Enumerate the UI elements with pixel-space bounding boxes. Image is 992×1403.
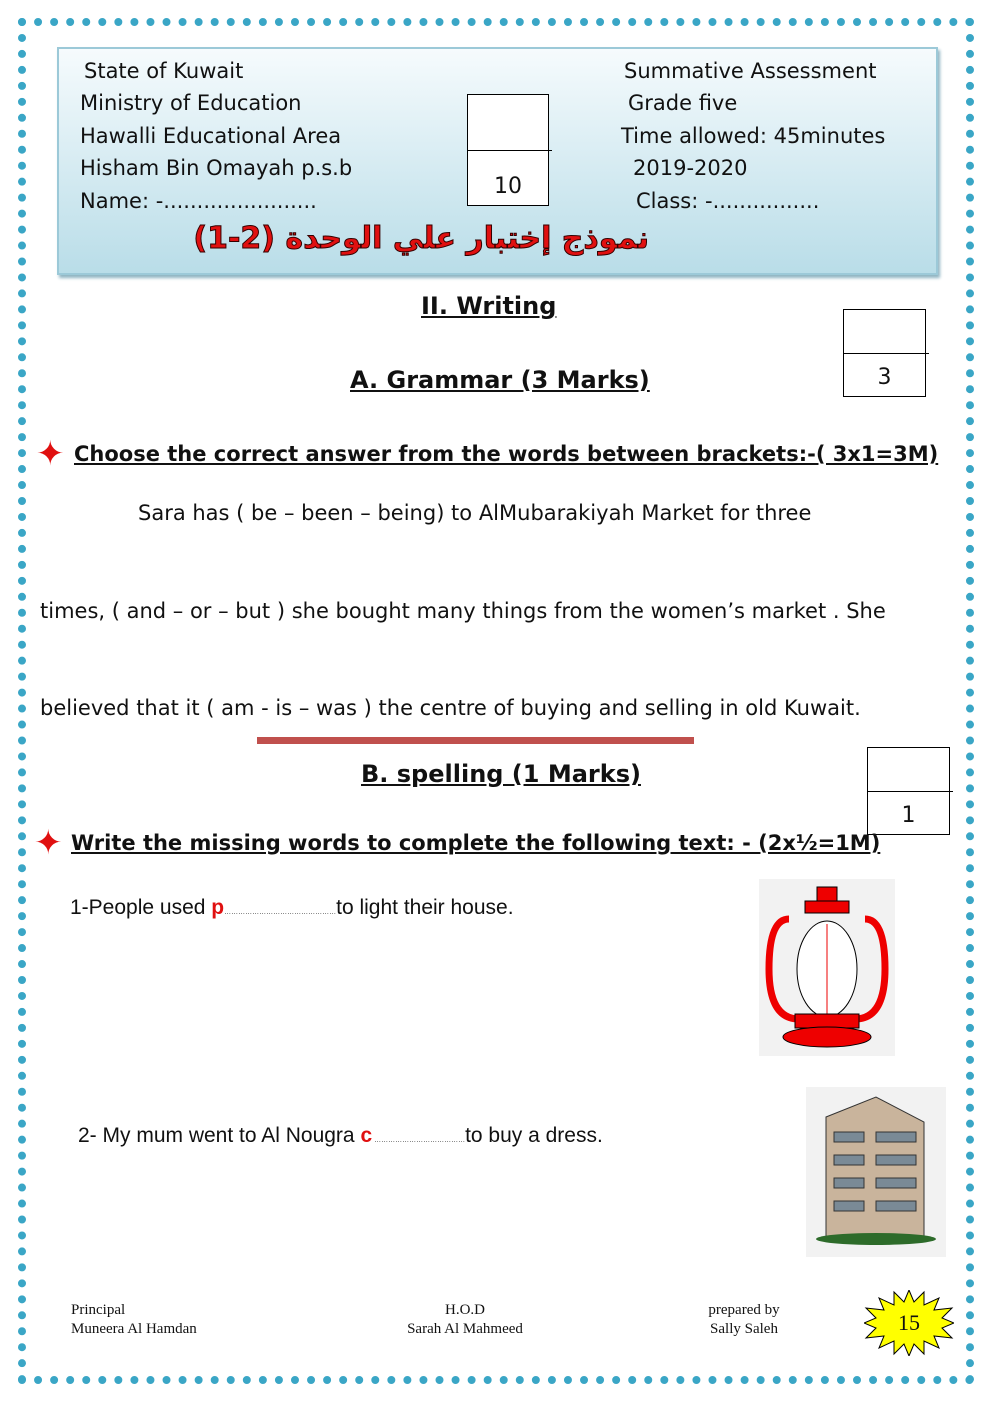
spelling-score-box (867, 747, 950, 835)
preparer-signature (700, 1301, 788, 1339)
question-2 (78, 1124, 603, 1148)
q1-text: 1-People used (70, 896, 212, 919)
blank-rest-text: to buy a dress. (465, 1124, 603, 1147)
star-bullet-icon: ✦ (36, 434, 65, 474)
grammar-score: 3 (877, 365, 892, 390)
grammar-line: times, ( and – or – but ) she bought many things from the women’s market . She (40, 599, 886, 623)
blank-rest-text: to light their house. (336, 896, 514, 919)
class-field[interactable]: Class: -................ (636, 189, 820, 213)
hod-name: Sarah Al Mahmeed (407, 1321, 523, 1337)
q2-text: 2- My mum went to Al Nougra (78, 1124, 361, 1147)
section-title: II. Writing (421, 292, 557, 320)
principal-role: Principal (71, 1302, 126, 1318)
header-left-line: Ministry of Education (80, 91, 302, 115)
q1-hint-letter: p (211, 896, 225, 919)
question-1 (70, 896, 514, 920)
grammar-title: A. Grammar (3 Marks) (350, 366, 650, 394)
blank-dots[interactable]: ………………………………… (372, 1137, 466, 1144)
lantern-image (759, 879, 895, 1056)
divider (257, 737, 694, 744)
grammar-score-box (843, 309, 926, 397)
page-number: 15 (898, 1310, 920, 1335)
preparer-name: Sally Saleh (710, 1321, 778, 1337)
header-right-line: Grade five (628, 91, 738, 115)
page-number-badge (864, 1290, 954, 1356)
header-right-line: Time allowed: 45minutes (621, 124, 886, 148)
header-left-line: Hisham Bin Omayah p.s.b (80, 156, 353, 180)
hod-signature (398, 1301, 532, 1339)
principal-name: Muneera Al Hamdan (71, 1321, 197, 1337)
principal-signature (71, 1301, 197, 1339)
building-image (806, 1087, 946, 1257)
q1-blank[interactable] (224, 896, 513, 919)
grammar-line: Sara has ( be – been – being) to AlMubarakiyah Market for three (138, 501, 812, 525)
spelling-score: 1 (901, 803, 916, 828)
spelling-instruction: Write the missing words to complete the following text: - (2x½=1M) (71, 831, 881, 855)
arabic-title: نموذج إختبار علي الوحدة (2-1) (193, 221, 649, 256)
grammar-line: believed that it ( am - is – was ) the centre of buying and selling in old Kuwait. (40, 696, 861, 720)
preparer-role: prepared by (708, 1302, 780, 1318)
header-left-line: Hawalli Educational Area (80, 124, 342, 148)
spelling-title: B. spelling (1 Marks) (361, 760, 641, 788)
header-left-line: State of Kuwait (84, 59, 244, 83)
name-field[interactable]: Name: -....................... (80, 189, 317, 213)
header-right-line: 2019-2020 (633, 156, 748, 180)
blank-dots[interactable]: ………………………………………… (224, 909, 337, 916)
star-bullet-icon: ✦ (34, 823, 63, 863)
q2-hint-letter: c (360, 1124, 373, 1147)
total-score-box (467, 94, 549, 206)
q2-blank[interactable] (372, 1124, 603, 1147)
grammar-instruction: Choose the correct answer from the words between brackets:-( 3x1=3M) (74, 442, 939, 466)
header-right-line: Summative Assessment (624, 59, 877, 83)
hod-role: H.O.D (445, 1302, 485, 1318)
total-score: 10 (494, 174, 522, 199)
header-panel (57, 47, 938, 275)
